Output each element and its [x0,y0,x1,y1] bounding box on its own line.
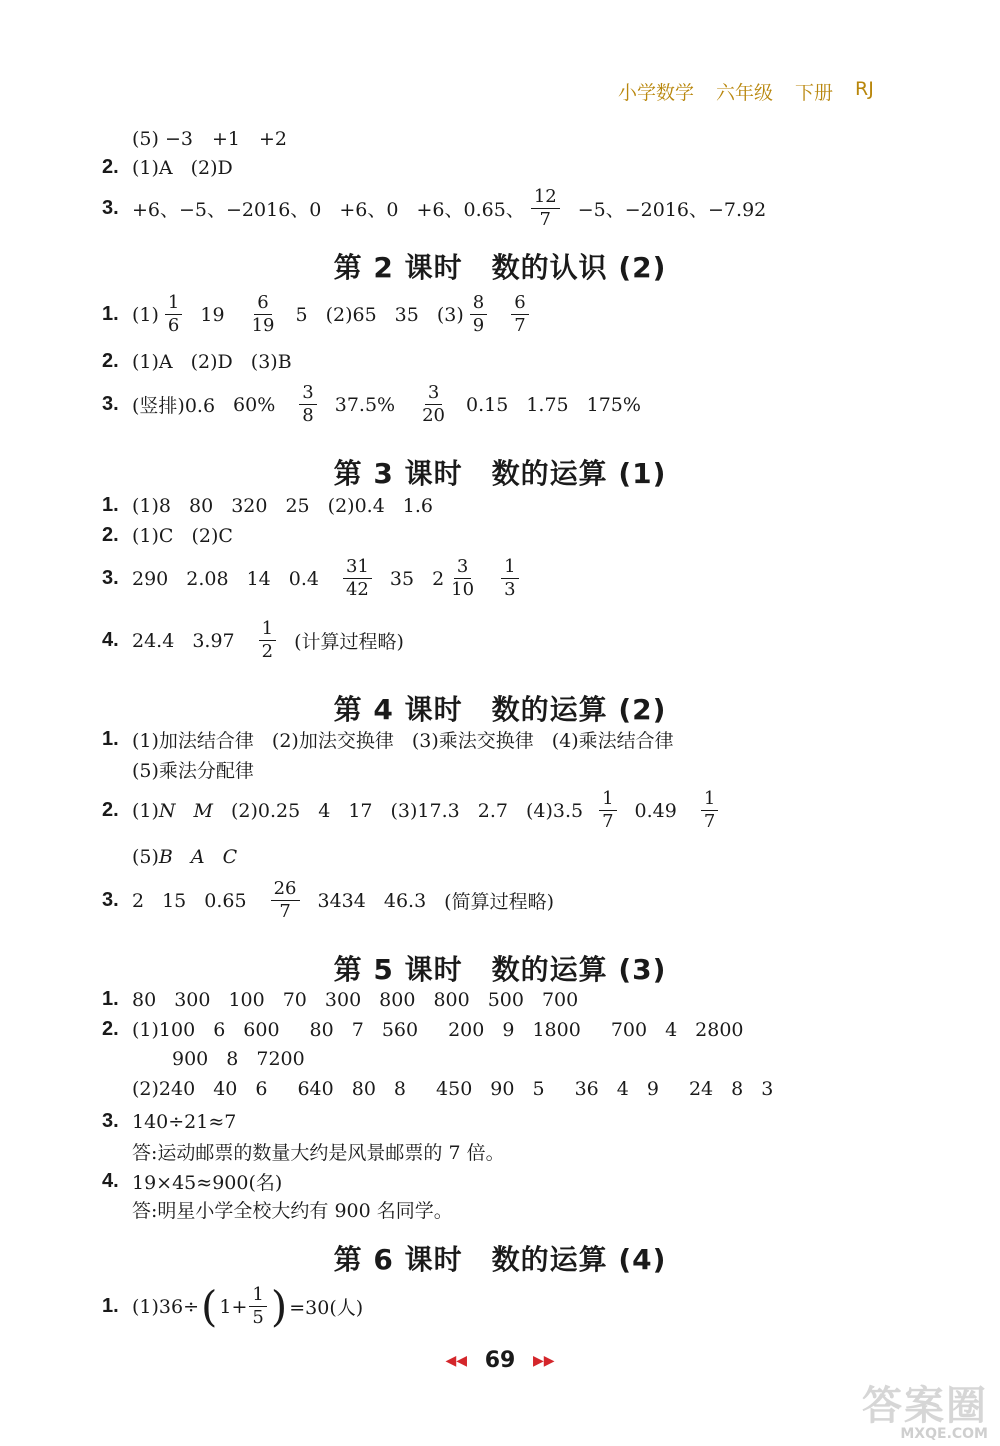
answer-line: 4. 24.4 3.97 $\frac{1}{2}$ (计算过程略) [102,618,404,662]
prev-arrows-icon: ◀◀ [445,1353,468,1369]
answer-sentence: 答:明星小学全校大约有 900 名同学。 [132,1200,453,1222]
fraction: $\frac{6}{7}$ [511,292,528,337]
section-title: 第 4 课时 数的运算 (2) [333,693,667,726]
fraction: $\frac{26}{7}$ [271,878,300,923]
fraction: $\frac{6}{19}$ [251,292,275,336]
fraction: $\frac{12}{7}$ [531,186,560,231]
mixed-number: 2 $\frac{3}{10}$ [432,556,475,600]
answer-line: 2. (1)A (2)D [102,156,233,179]
next-arrows-icon: ▶▶ [532,1353,555,1369]
fraction: $\frac{8}{9}$ [470,292,487,337]
answer-line: 2. (1)100 6 600 80 7 560 200 9 1800 700 4 2800 [102,1018,744,1041]
fraction: $\frac{1}{7}$ [599,788,616,833]
answer-line: (2)240 40 6 640 80 8 450 90 5 36 4 9 24 8 3 [132,1078,774,1100]
header-grade: 六年级 [716,82,774,104]
answer-line: 3. 140÷21≈7 [102,1110,237,1133]
page-footer [0,1348,1000,1373]
section-title: 第 2 课时 数的认识 (2) [333,251,667,284]
header-edition: RJ [855,78,874,100]
answer-line: 2. (1)C (2)C [102,524,233,547]
watermark-url: MXQE.COM [900,1426,988,1442]
answer-line: (5)乘法分配律 [132,760,254,782]
answer-line: 1. 80 300 100 70 300 800 800 500 700 [102,988,579,1011]
section-title: 第 3 课时 数的运算 (1) [333,457,667,490]
fraction: $\frac{3}{20}$ [422,382,445,426]
fraction: $\frac{1}{2}$ [259,618,276,663]
page-number: 69 [484,1348,516,1373]
answer-line: (5) −3 +1 +2 [132,128,287,150]
answer-line: 3. (竖排)0.6 60% $\frac{3}{8}$ 37.5% $\frac{3}{20}$ 0.15 1.75 175% [102,382,641,426]
answer-line: 1. (1) $\frac{1}{6}$ 19 $\frac{6}{19}$ 5 (2)65 35 (3) $\frac{8}{9}$ $\frac{6}{7}$ [102,292,547,337]
answer-line: 3. +6、−5、−2016、0 +6、0 +6、0.65、 $\frac{12}{7}$ −5、−2016、−7.92 [102,186,767,230]
answer-line: 1. (1)加法结合律 (2)加法交换律 (3)乘法交换律 (4)乘法结合律 [102,728,674,752]
answer-line: 3. 290 2.08 14 0.4 $\frac{31}{42}$ 35 2 $\frac{3}{10}$ $\frac{1}{3}$ [102,556,537,601]
watermark-logo: 答案圈 [862,1383,988,1429]
fraction: $\frac{1}{3}$ [501,556,518,601]
answer-line: 900 8 7200 [172,1048,305,1070]
answer-line: 1. (1)36÷ ( 1+ $\frac{1}{5}$ ) =30(人) [102,1281,364,1331]
page-header [618,78,908,108]
section-title: 第 6 课时 数的运算 (4) [333,1243,667,1276]
answer-line: 1. (1)8 80 320 25 (2)0.4 1.6 [102,494,434,517]
answer-line: (5) B A C [132,846,238,868]
section-title: 第 5 课时 数的运算 (3) [333,953,667,986]
fraction: $\frac{1}{6}$ [165,292,182,337]
answer-line: 2. (1) N M (2)0.25 4 17 (3)17.3 2.7 (4)3.5 $\frac{1}{7}$ 0.49 $\frac{1}{7}$ [102,788,736,833]
header-subject: 小学数学 [618,82,695,104]
fraction: $\frac{3}{8}$ [299,382,316,427]
answer-line: 4. 19×45≈900(名) [102,1170,283,1194]
fraction: $\frac{1}{5}$ [249,1284,266,1329]
answer-sentence: 答:运动邮票的数量大约是风景邮票的 7 倍。 [132,1142,505,1164]
answer-line: 2. (1)A (2)D (3)B [102,350,292,373]
fraction: $\frac{1}{7}$ [701,788,718,833]
answer-line: 3. 2 15 0.65 $\frac{26}{7}$ 3434 46.3 (简算过程略) [102,878,554,922]
header-volume: 下册 [795,82,834,104]
fraction: $\frac{31}{42}$ [343,556,372,601]
watermark [812,1383,988,1442]
